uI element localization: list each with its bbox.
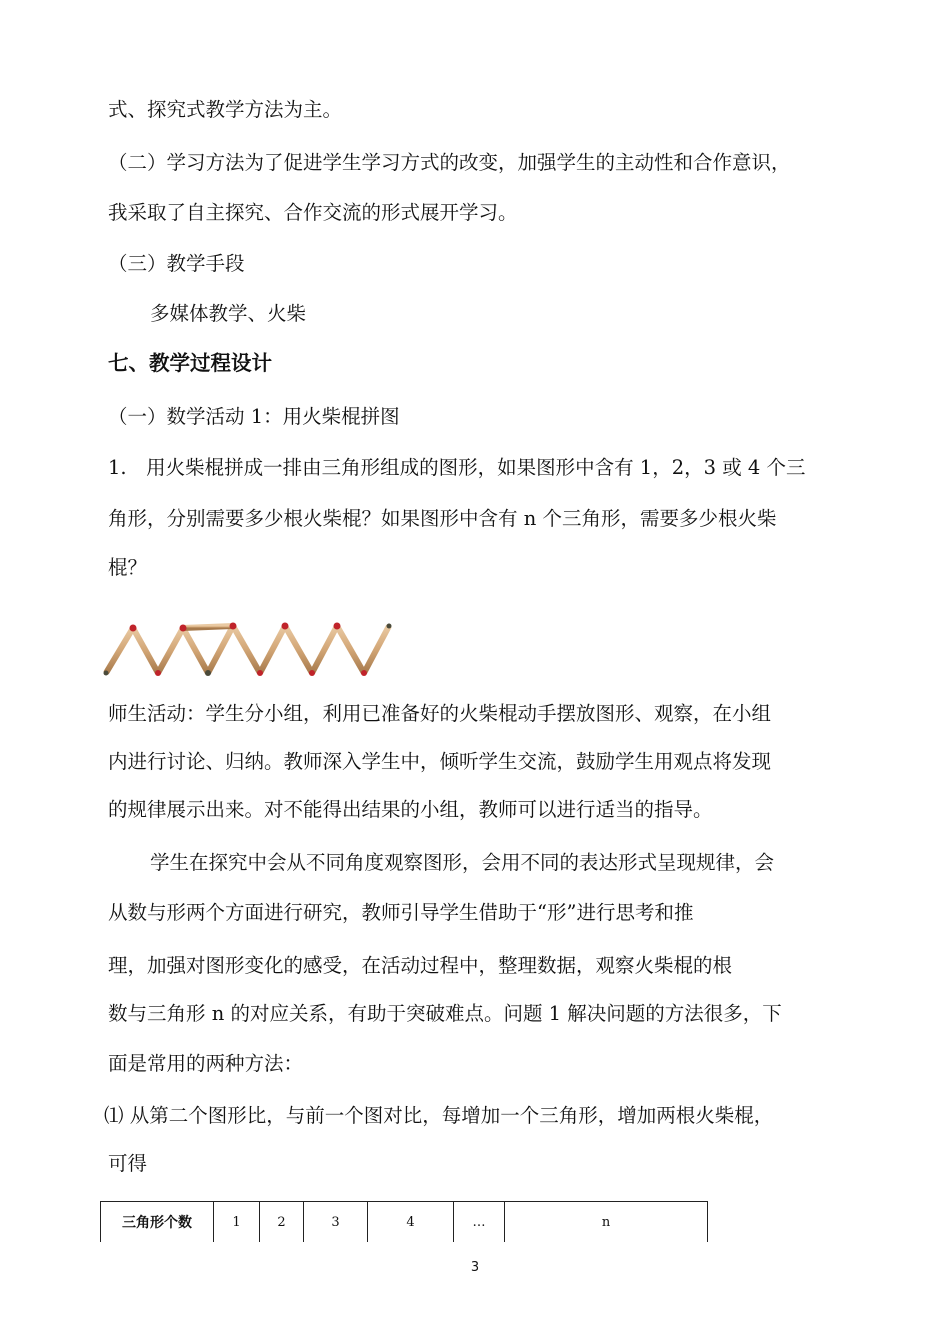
- paragraph-line: 的规律展示出来。对不能得出结果的小组，教师可以进行适当的指导。: [108, 798, 713, 821]
- text-line: 我采取了自主探究、合作交流的形式展开学习。: [108, 201, 518, 224]
- table-row: [101, 1202, 708, 1243]
- method-line: 可得: [108, 1152, 148, 1175]
- table-cell: n: [505, 1202, 708, 1243]
- text-line: （二）学习方法为了促进学生学习方式的改变，加强学生的主动性和合作意识，: [108, 151, 791, 174]
- triangle-count-table: [100, 1201, 708, 1242]
- paragraph-line: 内进行讨论、归纳。教师深入学生中，倾听学生交流，鼓励学生用观点将发现: [108, 750, 772, 773]
- table-cell: 1: [214, 1202, 260, 1243]
- paragraph-line: 数与三角形 n 的对应关系，有助于突破难点。问题 1 解决问题的方法很多，下: [108, 1002, 782, 1025]
- text-line: （三）教学手段: [108, 252, 245, 275]
- paragraph-line: 学生在探究中会从不同角度观察图形，会用不同的表达形式呈现规律，会: [150, 851, 775, 874]
- paragraph-line: 理，加强对图形变化的感受，在活动过程中，整理数据，观察火柴棍的根: [108, 954, 733, 977]
- text-line: 式、探究式教学方法为主。: [108, 98, 343, 121]
- activity-heading: （一）数学活动 1：用火柴棍拼图: [108, 405, 400, 428]
- paragraph-line: 师生活动：学生分小组，利用已准备好的火柴棍动手摆放图形、观察，在小组: [108, 702, 772, 725]
- paragraph-line: 面是常用的两种方法：: [108, 1052, 304, 1075]
- paragraph-line: 从数与形两个方面进行研究，教师引导学生借助于“形”进行思考和推: [108, 901, 694, 924]
- table-cell: 2: [260, 1202, 304, 1243]
- problem-line: 棍？: [108, 556, 148, 579]
- method-line: ⑴ 从第二个图形比，与前一个图对比，每增加一个三角形，增加两根火柴棍，: [104, 1104, 774, 1127]
- problem-line: 角形，分别需要多少根火柴棍？如果图形中含有 n 个三角形，需要多少根火柴: [108, 507, 777, 530]
- table-row-header: 三角形个数: [101, 1202, 214, 1243]
- matchstick-triangles-figure: [100, 618, 392, 680]
- problem-line: 1. 用火柴棍拼成一排由三角形组成的图形，如果图形中含有 1，2，3 或 4 个三: [108, 456, 806, 479]
- table-cell: 3: [304, 1202, 368, 1243]
- page-number: 3: [470, 1260, 480, 1275]
- table-cell: 4: [368, 1202, 454, 1243]
- section-heading: 七、教学过程设计: [108, 351, 272, 375]
- text-line: 多媒体教学、火柴: [150, 302, 307, 325]
- table-cell: …: [454, 1202, 505, 1243]
